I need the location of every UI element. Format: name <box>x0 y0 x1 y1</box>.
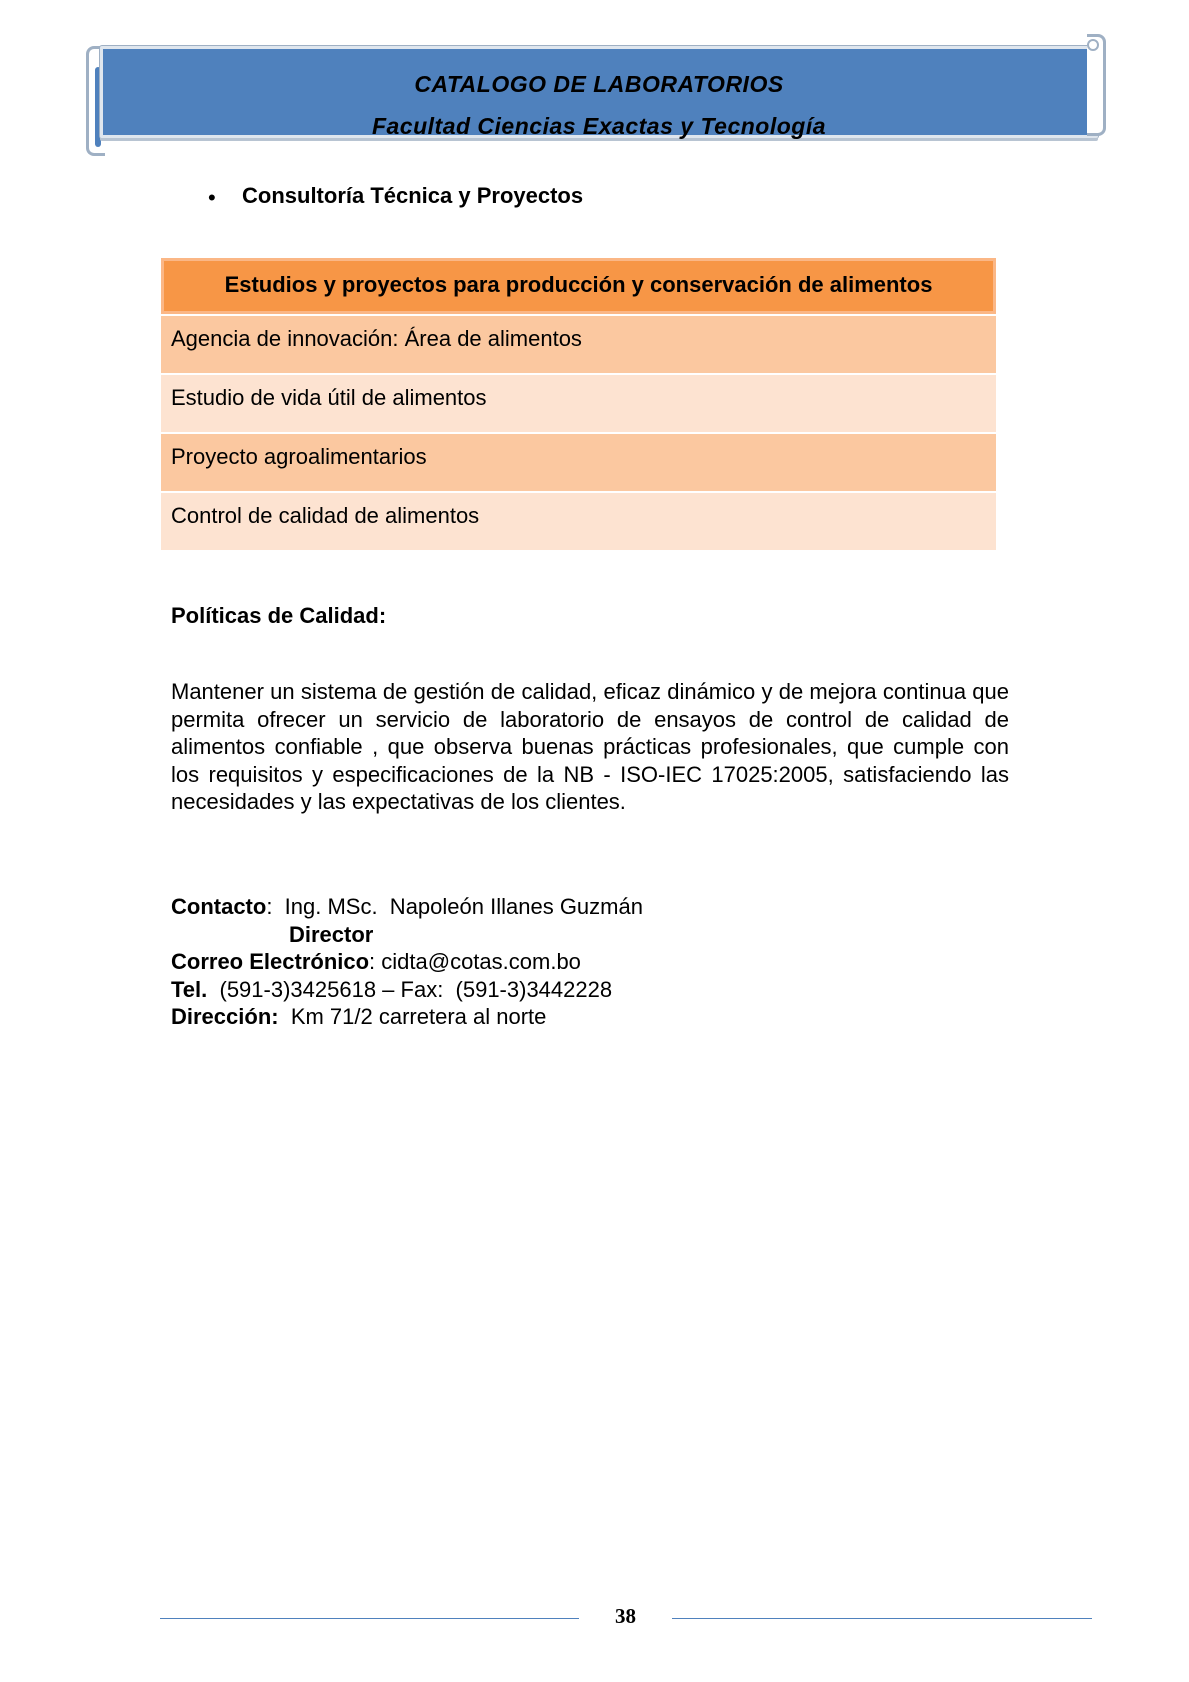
footer-rule-left <box>160 1618 579 1619</box>
header-banner <box>86 34 1106 152</box>
role-row <box>171 921 971 949</box>
contact-block <box>171 893 971 1031</box>
table-row <box>161 373 996 432</box>
table-header-text: Estudios y proyectos para producción y conservación de alimentos <box>224 272 933 297</box>
tel-row <box>171 976 971 1004</box>
contact-row <box>171 893 971 921</box>
table-row <box>161 491 996 550</box>
email-label: Correo Electrónico <box>171 949 370 975</box>
policies-body: Mantener un sistema de gestión de calidad, eficaz dinámico y de mejora continua que permita ofrecer un servicio de laboratorio de ensayos de control de calidad de alimentos confiable , que observa buenas prácticas profesionales, que cumple con los requisitos y especificaciones de la NB - ISO-IEC 17025:2005, satisfaciendo las necesidades y las expectativas de los clientes. <box>171 679 1009 815</box>
bullet-icon: • <box>208 185 216 210</box>
contact-value: : Ing. MSc. Napoleón Illanes Guzmán <box>266 894 643 919</box>
services-table <box>161 258 996 550</box>
address-row <box>171 1003 971 1031</box>
scroll-roll-right <box>1087 34 1106 136</box>
address-value: Km 71/2 carretera al norte <box>278 1004 547 1030</box>
footer-rule-right <box>672 1618 1092 1619</box>
faculty-title: Facultad Ciencias Exactas y Tecnología <box>371 113 827 139</box>
email-row <box>171 948 971 976</box>
table-row <box>161 432 996 491</box>
contact-role: Director <box>289 921 374 947</box>
table-cell: Proyecto agroalimentarios <box>171 444 427 469</box>
table-cell: Agencia de innovación: Área de alimentos <box>171 326 582 351</box>
tel-label: Tel. <box>171 976 208 1002</box>
catalog-title: CATALOGO DE LABORATORIOS <box>414 71 784 97</box>
email-value: : cidta@cotas.com.bo <box>369 949 581 975</box>
contact-label: Contacto <box>171 894 267 919</box>
tel-value: (591-3)3425618 – Fax: (591-3)3442228 <box>207 976 613 1002</box>
banner-body <box>100 46 1098 138</box>
table-cell: Control de calidad de alimentos <box>171 503 480 528</box>
table-cell: Estudio de vida útil de alimentos <box>171 385 487 410</box>
address-label: Dirección: <box>171 1004 279 1030</box>
policies-title: Políticas de Calidad: <box>171 603 387 628</box>
table-row <box>161 314 996 373</box>
table-header <box>161 258 996 314</box>
section-heading: Consultoría Técnica y Proyectos <box>242 183 584 208</box>
page-number: 38 <box>615 1604 636 1628</box>
